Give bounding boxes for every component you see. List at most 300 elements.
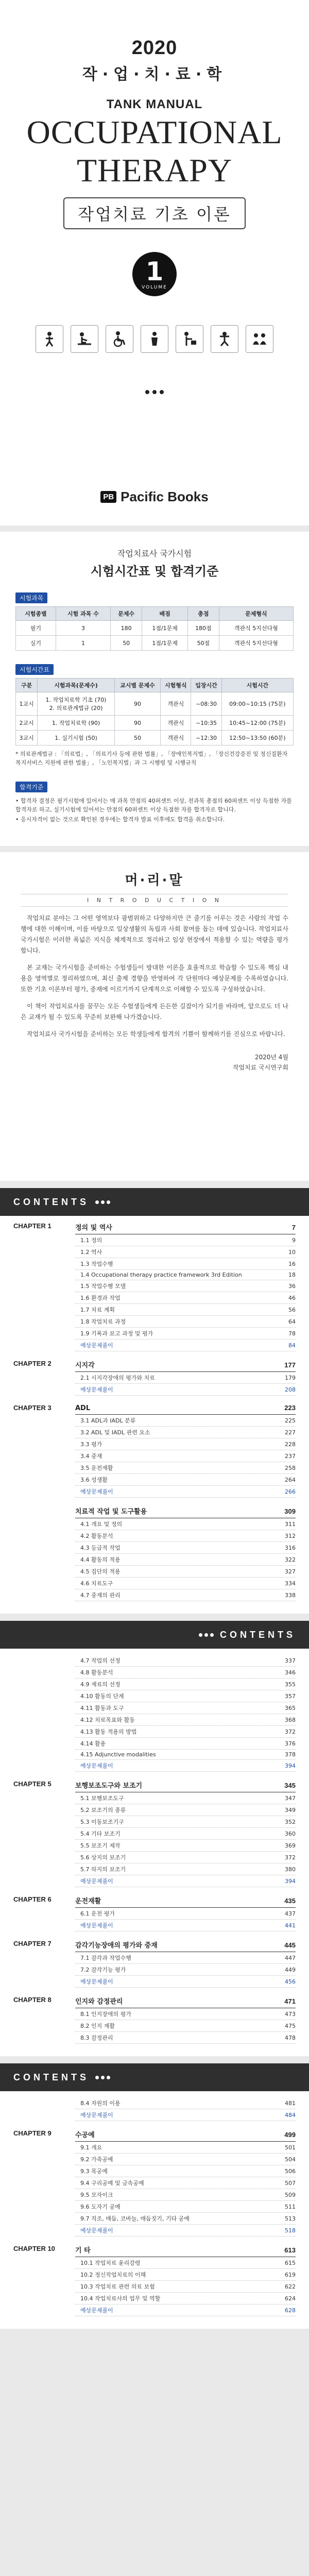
section-title: 1.2 역사 (80, 1249, 102, 1256)
table-cell: 1. 실기시험 (50) (38, 731, 115, 745)
section-title: 3.6 성생활 (80, 1477, 108, 1483)
cover-series: TANK MANUAL (106, 97, 203, 111)
section-title: 4.4 활동의 적용 (80, 1556, 121, 1563)
section-page: 507 (285, 2180, 296, 2187)
table-header-cell: 시험과목(문제수) (38, 679, 115, 692)
table-header-cell: 구분 (16, 679, 38, 692)
section-title: 4.9 재료의 선정 (80, 1681, 121, 1688)
preface-paragraph: 작업치료사 국가시험을 준비하는 모든 학생들에게 합격의 기쁨이 함께하기를 진심으로 바랍니다. (27, 1030, 285, 1038)
section-entry (75, 1952, 296, 1964)
section-tag-criteria: 합격기준 (15, 782, 47, 792)
table-cell: 객관식 (161, 692, 191, 716)
chapter-number: CHAPTER 3 (13, 1404, 52, 1412)
section-entry (75, 2165, 296, 2177)
section-title: 5.6 상지의 보조기 (80, 1854, 126, 1861)
chapter-block (0, 1649, 309, 1774)
section-entry (75, 2008, 296, 2020)
introduction-label: I N T R O D U C T I O N (21, 894, 288, 907)
section-entry (75, 1340, 296, 1351)
section-entry (75, 2109, 296, 2121)
section-page: 312 (285, 1533, 296, 1539)
section-entry (75, 1246, 296, 1258)
table-cell: 50점 (188, 636, 219, 651)
section-entry (75, 1976, 296, 1988)
section-page: 478 (285, 2035, 296, 2041)
chapter-body (75, 1780, 296, 1887)
section-entry (75, 1258, 296, 1270)
table-of-contents (0, 1188, 309, 2329)
section-page: 518 (285, 2227, 296, 2234)
section-page: 84 (288, 1342, 296, 1349)
section-title: 예상문제풀이 (80, 2112, 113, 2119)
chapter-body (75, 1404, 296, 1498)
criteria-note: • 응시자격이 없는 것으로 확인된 경우에는 합격자 발표 이후에도 합격을 취소합니다. (15, 816, 225, 823)
chapter-heading (75, 1780, 296, 1792)
chapter-number: CHAPTER 6 (13, 1895, 52, 1903)
section-title: 5.4 기타 보조기 (80, 1831, 121, 1837)
section-entry (75, 1566, 296, 1578)
section-page: 624 (285, 2295, 296, 2302)
table-cell: 1점/1문제 (142, 636, 188, 651)
section-entry (75, 1726, 296, 1738)
section-entry (75, 1667, 296, 1679)
chapter-page: 471 (284, 1997, 296, 2005)
section-page: 322 (285, 1556, 296, 1563)
table-header-cell: 시험 과목 수 (56, 607, 110, 621)
subjects-row (16, 636, 294, 651)
section-title: 예상문제풀이 (80, 2227, 113, 2234)
chapter-number: CHAPTER 2 (13, 1360, 52, 1367)
section-entry (75, 1234, 296, 1246)
section-entry (75, 1840, 296, 1852)
table-header-cell: 시험시간 (221, 679, 293, 692)
section-entry (75, 1270, 296, 1280)
section-entry (75, 2177, 296, 2189)
section-title: 1.4 Occupational therapy practice framework 3rd Edition (80, 1272, 242, 1278)
section-entry (75, 1292, 296, 1304)
section-entry (75, 1690, 296, 1702)
chapter-block (0, 1990, 309, 2046)
table-cell: 객관식 (161, 716, 191, 731)
table-cell: 필기 (16, 621, 56, 636)
section-page: 225 (285, 1417, 296, 1424)
chapter-block (0, 2123, 309, 2239)
section-entry (75, 1578, 296, 1589)
cover-title-line2: THERAPY (76, 152, 233, 189)
section-page: 338 (285, 1592, 296, 1599)
subjects-table (15, 606, 294, 651)
preface-title: 머·리·말 (125, 873, 184, 888)
section-page: 619 (285, 2272, 296, 2278)
section-entry (75, 2213, 296, 2225)
contents-title: CONTENTS (13, 2072, 89, 2082)
chapter-title: 기 타 (75, 2247, 91, 2255)
chapter-body (75, 1655, 296, 1772)
volume-badge (132, 252, 177, 296)
section-entry (75, 2281, 296, 2293)
section-title: 4.2 활동분석 (80, 1533, 113, 1539)
section-page: 506 (285, 2168, 296, 2175)
section-title: 4.5 집단의 적용 (80, 1568, 121, 1575)
table-header-cell: 교시별 문제수 (114, 679, 160, 692)
chapter-body (75, 1940, 296, 1988)
section-title: 예상문제풀이 (80, 1922, 113, 1929)
section-title: 5.5 보조기 제작 (80, 1842, 121, 1849)
section-entry (75, 2032, 296, 2044)
chapter-heading (75, 1404, 296, 1415)
section-page: 311 (285, 1521, 296, 1528)
preface-date: 2020년 4월 (254, 1054, 288, 1061)
chapter-block (0, 2091, 309, 2123)
section-page: 337 (285, 1657, 296, 1664)
section-page: 369 (285, 1842, 296, 1849)
section-title: 3.4 중재 (80, 1453, 102, 1460)
cover-year: 2020 (131, 37, 178, 59)
person-walking-icon (36, 325, 63, 353)
chapter-body (75, 1895, 296, 1931)
section-title: 예상문제풀이 (80, 1386, 113, 1393)
chapter-number (13, 1506, 75, 1601)
section-entry (75, 1415, 296, 1427)
chapter-number: CHAPTER 5 (13, 1780, 52, 1788)
section-entry (75, 1863, 296, 1875)
section-page: 475 (285, 2023, 296, 2029)
section-page: 237 (285, 1453, 296, 1460)
section-title: 3.5 운전재활 (80, 1465, 113, 1471)
contents-page (0, 1188, 309, 1614)
section-page: 380 (285, 1866, 296, 1873)
contents-dots (95, 2076, 110, 2079)
contents-band (0, 2063, 309, 2091)
section-entry (75, 2189, 296, 2201)
section-entry (75, 2304, 296, 2316)
section-entry (75, 1316, 296, 1328)
section-page: 347 (285, 1795, 296, 1802)
section-page: 441 (285, 1922, 296, 1929)
chapter-heading (75, 2245, 296, 2257)
section-title: 예상문제풀이 (80, 1488, 113, 1495)
table-header-cell: 입장시간 (191, 679, 221, 692)
section-page: 208 (285, 1386, 296, 1393)
chapter-page: 177 (284, 1361, 296, 1369)
table-cell: 10:45~12:00 (75분) (221, 716, 293, 731)
schedule-row (16, 731, 294, 745)
section-entry (75, 2142, 296, 2154)
section-page: 357 (285, 1693, 296, 1700)
section-page: 372 (285, 1854, 296, 1861)
section-entry (75, 1908, 296, 1920)
section-title: 5.7 하지의 보조기 (80, 1866, 126, 1873)
section-title: 6.1 운전 평가 (80, 1910, 115, 1917)
cover-subtitle: 작업치료 기초 이론 (63, 197, 246, 229)
section-entry (75, 1438, 296, 1450)
section-title: 3.3 평가 (80, 1441, 102, 1448)
section-title: 예상문제풀이 (80, 1978, 113, 1985)
section-title: 2.1 시지각장애의 평가와 치료 (80, 1375, 155, 1381)
chapter-title: 보행보조도구와 보조기 (75, 1782, 143, 1790)
section-page: 16 (288, 1261, 296, 1267)
book-cover (0, 0, 309, 526)
section-entry (75, 1852, 296, 1863)
subjects-row (16, 621, 294, 636)
chapter-body (75, 1996, 296, 2044)
section-entry (75, 2257, 296, 2269)
table-cell: 1 (56, 636, 110, 651)
section-page: 46 (288, 1295, 296, 1301)
preface-body (21, 913, 288, 1040)
chapter-page: 613 (284, 2246, 296, 2254)
section-title: 예상문제풀이 (80, 2307, 113, 2314)
publisher-name: Pacific Books (121, 489, 209, 504)
wheelchair-icon (106, 325, 133, 353)
table-cell: 실기 (16, 636, 56, 651)
section-title: 9.1 개요 (80, 2144, 102, 2151)
section-page: 449 (285, 1967, 296, 1973)
section-page: 394 (285, 1762, 296, 1769)
cover-korean-title: 작·업·치·료·학 (82, 65, 227, 83)
chapter-title: 정의 및 역사 (75, 1224, 112, 1232)
table-cell: 1. 작업치료학 (90) (38, 716, 115, 731)
section-title: 1.3 작업수행 (80, 1261, 113, 1267)
section-entry (75, 1714, 296, 1726)
table-cell: 180점 (188, 621, 219, 636)
section-entry (75, 2293, 296, 2304)
section-page: 355 (285, 1681, 296, 1688)
section-page: 628 (285, 2307, 296, 2314)
section-entry (75, 2269, 296, 2281)
chapter-number: CHAPTER 1 (13, 1222, 52, 1230)
exam-title: 시험시간표 및 합격기준 (90, 564, 219, 579)
section-entry (75, 1384, 296, 1396)
chapter-block (0, 1216, 309, 1353)
preface-paragraph: 이 책이 작업치료사를 꿈꾸는 모든 수험생들에게 든든한 길잡이가 되기를 바라며, 앞으로도 더 나은 교재가 될 수 있도록 꾸준히 보완해 나가겠습니다. (21, 1003, 288, 1021)
chapter-page: 309 (284, 1507, 296, 1515)
section-title: 3.2 ADL 및 IADL 관련 요소 (80, 1429, 150, 1436)
section-title: 7.1 감각과 작업수행 (80, 1955, 131, 1961)
section-title: 9.6 도자기 공예 (80, 2204, 121, 2210)
table-cell: 90 (114, 716, 160, 731)
section-title: 1.7 치료 계획 (80, 1307, 115, 1313)
section-entry (75, 1486, 296, 1498)
section-page: 513 (285, 2215, 296, 2222)
section-entry (75, 1518, 296, 1530)
section-title: 4.7 작업의 선정 (80, 1657, 121, 1664)
section-page: 394 (285, 1878, 296, 1885)
chapter-title: 수공예 (75, 2131, 95, 2139)
section-entry (75, 1655, 296, 1667)
publisher (0, 489, 309, 505)
table-cell: ~10:35 (191, 716, 221, 731)
section-page: 346 (285, 1669, 296, 1676)
chapter-number: CHAPTER 10 (13, 2245, 55, 2252)
chapter-number (13, 1655, 75, 1772)
section-title: 5.2 보조기의 종류 (80, 1807, 126, 1814)
section-title: 4.15 Adjunctive modalities (80, 1751, 156, 1758)
section-title: 10.4 작업치료사의 업무 및 역할 (80, 2295, 161, 2302)
chapter-number: CHAPTER 9 (13, 2129, 52, 2137)
person-dressing-icon (141, 325, 168, 353)
section-page: 378 (285, 1751, 296, 1758)
table-cell: 1. 작업치료학 기초 (70) 2. 의료관계법규 (20) (38, 692, 115, 716)
contents-band (0, 1621, 309, 1649)
table-cell: 12:50~13:50 (60분) (221, 731, 293, 745)
section-entry (75, 1372, 296, 1384)
section-title: 1.6 환경과 작업 (80, 1295, 121, 1301)
section-entry (75, 1450, 296, 1462)
chapter-page: 345 (284, 1782, 296, 1789)
section-title: 예상문제풀이 (80, 1342, 113, 1349)
contents-page (0, 2063, 309, 2329)
section-page: 484 (285, 2112, 296, 2119)
section-entry (75, 1792, 296, 1804)
chapter-page: 223 (284, 1404, 296, 1412)
section-page: 228 (285, 1441, 296, 1448)
schedule-table (15, 678, 294, 745)
section-entry (75, 1304, 296, 1316)
section-title: 1.8 작업치료 과정 (80, 1318, 126, 1325)
contents-dots (199, 1633, 214, 1637)
section-title: 예상문제풀이 (80, 1762, 113, 1769)
table-cell: 3 (56, 621, 110, 636)
section-title: 8.3 감정관리 (80, 2035, 113, 2041)
section-page: 622 (285, 2283, 296, 2290)
section-entry (75, 1964, 296, 1976)
section-page: 327 (285, 1568, 296, 1575)
section-entry (75, 1804, 296, 1816)
section-page: 501 (285, 2144, 296, 2151)
section-page: 10 (288, 1249, 296, 1256)
section-title: 4.7 중재의 관리 (80, 1592, 121, 1599)
chapter-body (75, 2245, 296, 2316)
section-title: 3.1 ADL과 IADL 분류 (80, 1417, 136, 1424)
section-page: 511 (285, 2204, 296, 2210)
table-cell: 50 (114, 731, 160, 745)
table-cell: 객관식 5지선다형 (219, 636, 293, 651)
schedule-note (15, 750, 294, 767)
chapter-heading (75, 2129, 296, 2142)
chapter-page: 7 (291, 1224, 296, 1231)
section-entry (75, 1828, 296, 1840)
person-writing-icon (71, 325, 98, 353)
section-title: 4.8 활동분석 (80, 1669, 113, 1676)
chapter-heading (75, 1996, 296, 2008)
publisher-logo: PB (100, 491, 116, 503)
volume-number: 1 (145, 257, 164, 286)
chapter-block (0, 1934, 309, 1990)
section-entry (75, 1554, 296, 1566)
section-title: 4.11 활동과 도구 (80, 1705, 124, 1711)
chapter-title: ADL (75, 1404, 91, 1412)
section-entry (75, 1750, 296, 1760)
preface-paragraph: 본 교재는 국가시험을 준비하는 수험생들이 방대한 이론을 효율적으로 학습할 수 있도록 핵심 내용을 영역별로 정리하였으며, 최신 출제 경향을 반영하여 각 단원마다 예상문제를 수록하였습니다. 또한 기초 이론부터 평가, 중재에 이르기까지 단계적으로 이해할 수 있도록 구성하였습니다. (21, 964, 288, 993)
chapter-body (75, 1222, 296, 1351)
chapter-heading (75, 1895, 296, 1908)
section-page: 473 (285, 2011, 296, 2018)
section-entry (75, 1474, 296, 1486)
schedule-row (16, 692, 294, 716)
chapter-page: 435 (284, 1897, 296, 1905)
contents-title: CONTENTS (13, 1196, 89, 1207)
chapter-block (0, 1398, 309, 1500)
section-tag-schedule: 시험시간표 (15, 664, 54, 675)
section-page: 18 (288, 1272, 296, 1278)
table-header-cell: 배점 (142, 607, 188, 621)
section-page: 481 (285, 2100, 296, 2107)
section-title: 1.5 작업수행 모델 (80, 1283, 126, 1290)
section-title: 5.3 이동보조기구 (80, 1819, 124, 1825)
chapter-heading (75, 1940, 296, 1952)
section-entry (75, 2020, 296, 2032)
section-page: 316 (285, 1545, 296, 1551)
section-title: 1.1 정의 (80, 1237, 102, 1244)
section-page: 376 (285, 1740, 296, 1747)
section-entry (75, 1589, 296, 1601)
section-entry (75, 1462, 296, 1474)
section-title: 4.12 치료목표와 활동 (80, 1717, 135, 1723)
chapter-number: CHAPTER 8 (13, 1996, 52, 2004)
contents-page (0, 1621, 309, 2056)
section-title: 8.4 자원의 이용 (80, 2100, 121, 2107)
table-cell: ~12:30 (191, 731, 221, 745)
chapter-body (75, 1506, 296, 1601)
section-page: 9 (292, 1237, 296, 1244)
section-title: 10.1 작업치료 윤리강령 (80, 2260, 141, 2266)
section-page: 456 (285, 1978, 296, 1985)
preface-page (0, 852, 309, 1181)
section-title: 9.3 목공예 (80, 2168, 108, 2175)
section-page: 365 (285, 1705, 296, 1711)
section-page: 266 (285, 1488, 296, 1495)
chapter-heading (75, 1506, 296, 1518)
section-entry (75, 1328, 296, 1340)
volume-label: VOLUME (142, 285, 167, 290)
table-cell: 1점/1문제 (142, 621, 188, 636)
chapter-title: 감각기능장애의 평가와 중재 (75, 1942, 158, 1950)
table-cell: 50 (111, 636, 142, 651)
section-entry (75, 1280, 296, 1292)
chapter-body (75, 1360, 296, 1396)
section-title: 7.2 감각기능 평가 (80, 1967, 126, 1973)
section-entry (75, 1920, 296, 1931)
preface-paragraph: 작업치료 분야는 그 어떤 영역보다 광범위하고 다양하지만 큰 줄기를 이루는 것은 사람의 작업 수행에 대한 이해이며, 이를 바탕으로 일상생활의 독립과 사회 참여를 돕는 데에 있습니다. 작업치료사 국가시험은 이러한 폭넓은 지식을 체계적으로 정리하고 임상 현장에서 적용할 수 있는 역량을 평가합니다. (21, 914, 288, 954)
section-page: 36 (288, 1283, 296, 1290)
chapter-title: 치료적 작업 및 도구활용 (75, 1508, 147, 1516)
section-entry (75, 1760, 296, 1772)
section-title: 10.3 작업치료 관련 의료 보험 (80, 2283, 155, 2290)
table-cell: 객관식 5지선다형 (219, 621, 293, 636)
exam-header: 작업치료사 국가시험 (117, 549, 192, 558)
section-page: 372 (285, 1728, 296, 1735)
section-title: 9.5 모자이크 (80, 2192, 113, 2198)
section-entry (75, 2225, 296, 2236)
section-entry (75, 1702, 296, 1714)
cover-title-line1: OCCUPATIONAL (26, 114, 283, 150)
section-title: 9.7 직조, 매듭, 코바늘, 매듭짓기, 기타 공예 (80, 2215, 190, 2222)
section-entry (75, 2201, 296, 2213)
section-page: 56 (288, 1307, 296, 1313)
table-cell: 객관식 (161, 731, 191, 745)
section-title: 4.6 치료도구 (80, 1580, 113, 1587)
section-entry (75, 1738, 296, 1750)
table-cell: 90 (114, 692, 160, 716)
section-page: 334 (285, 1580, 296, 1587)
section-title: 10.2 정신작업치료의 이해 (80, 2272, 146, 2278)
section-entry (75, 2097, 296, 2109)
section-title: 8.2 인지 재활 (80, 2023, 115, 2029)
table-cell: 09:00~10:15 (75분) (221, 692, 293, 716)
section-page: 78 (288, 1330, 296, 1337)
section-title: 4.10 활동의 단계 (80, 1693, 124, 1700)
